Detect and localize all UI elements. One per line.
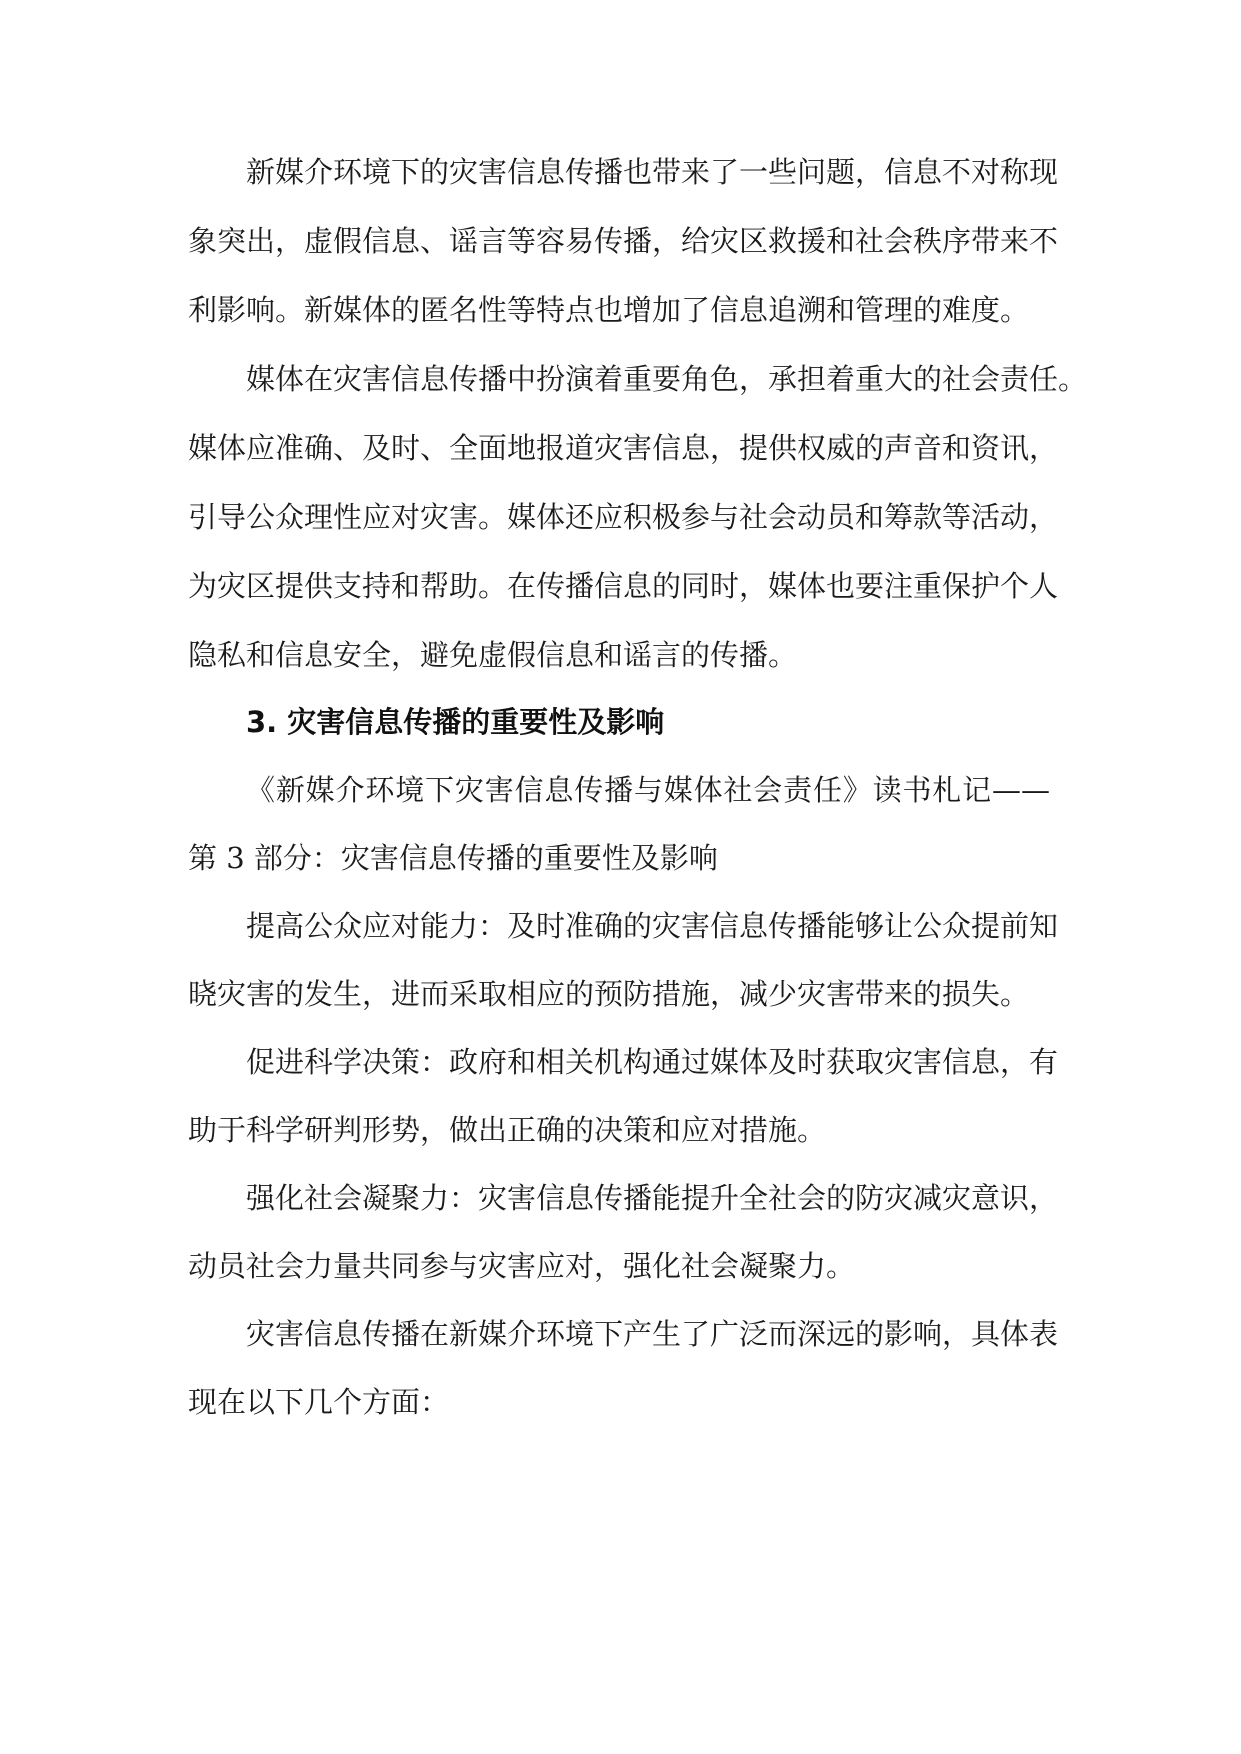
item-line: 提高公众应对能力：及时准确的灾害信息传播能够让公众提前知 — [246, 909, 1059, 943]
item-line: 现在以下几个方面： — [188, 1385, 450, 1419]
paragraph-line: 媒体在灾害信息传播中扮演着重要角色，承担着重大的社会责任。 — [246, 362, 1088, 396]
paragraph-line: 引导公众理性应对灾害。媒体还应积极参与社会动员和筹款等活动， — [188, 500, 1059, 534]
section-intro-line: 第 3 部分：灾害信息传播的重要性及影响 — [188, 841, 718, 875]
paragraph-line: 象突出，虚假信息、谣言等容易传播，给灾区救援和社会秩序带来不 — [188, 224, 1059, 258]
paragraph-line: 新媒介环境下的灾害信息传播也带来了一些问题，信息不对称现 — [246, 155, 1059, 189]
paragraph-line: 利影响。新媒体的匿名性等特点也增加了信息追溯和管理的难度。 — [188, 293, 1030, 327]
item-line: 强化社会凝聚力：灾害信息传播能提升全社会的防灾减灾意识， — [246, 1181, 1059, 1215]
section-intro-line: 《新媒介环境下灾害信息传播与媒体社会责任》读书札记—— — [246, 773, 1050, 807]
paragraph-line: 隐私和信息安全，避免虚假信息和谣言的传播。 — [188, 638, 798, 672]
paragraph-line: 为灾区提供支持和帮助。在传播信息的同时，媒体也要注重保护个人 — [188, 569, 1059, 603]
item-line: 动员社会力量共同参与灾害应对，强化社会凝聚力。 — [188, 1249, 856, 1283]
item-line: 促进科学决策：政府和相关机构通过媒体及时获取灾害信息，有 — [246, 1045, 1059, 1079]
section-heading: 3. 灾害信息传播的重要性及影响 — [246, 705, 665, 739]
paragraph-line: 媒体应准确、及时、全面地报道灾害信息，提供权威的声音和资讯， — [188, 431, 1059, 465]
item-line: 灾害信息传播在新媒介环境下产生了广泛而深远的影响，具体表 — [246, 1317, 1059, 1351]
item-line: 助于科学研判形势，做出正确的决策和应对措施。 — [188, 1113, 827, 1147]
item-line: 晓灾害的发生，进而采取相应的预防措施，减少灾害带来的损失。 — [188, 977, 1030, 1011]
